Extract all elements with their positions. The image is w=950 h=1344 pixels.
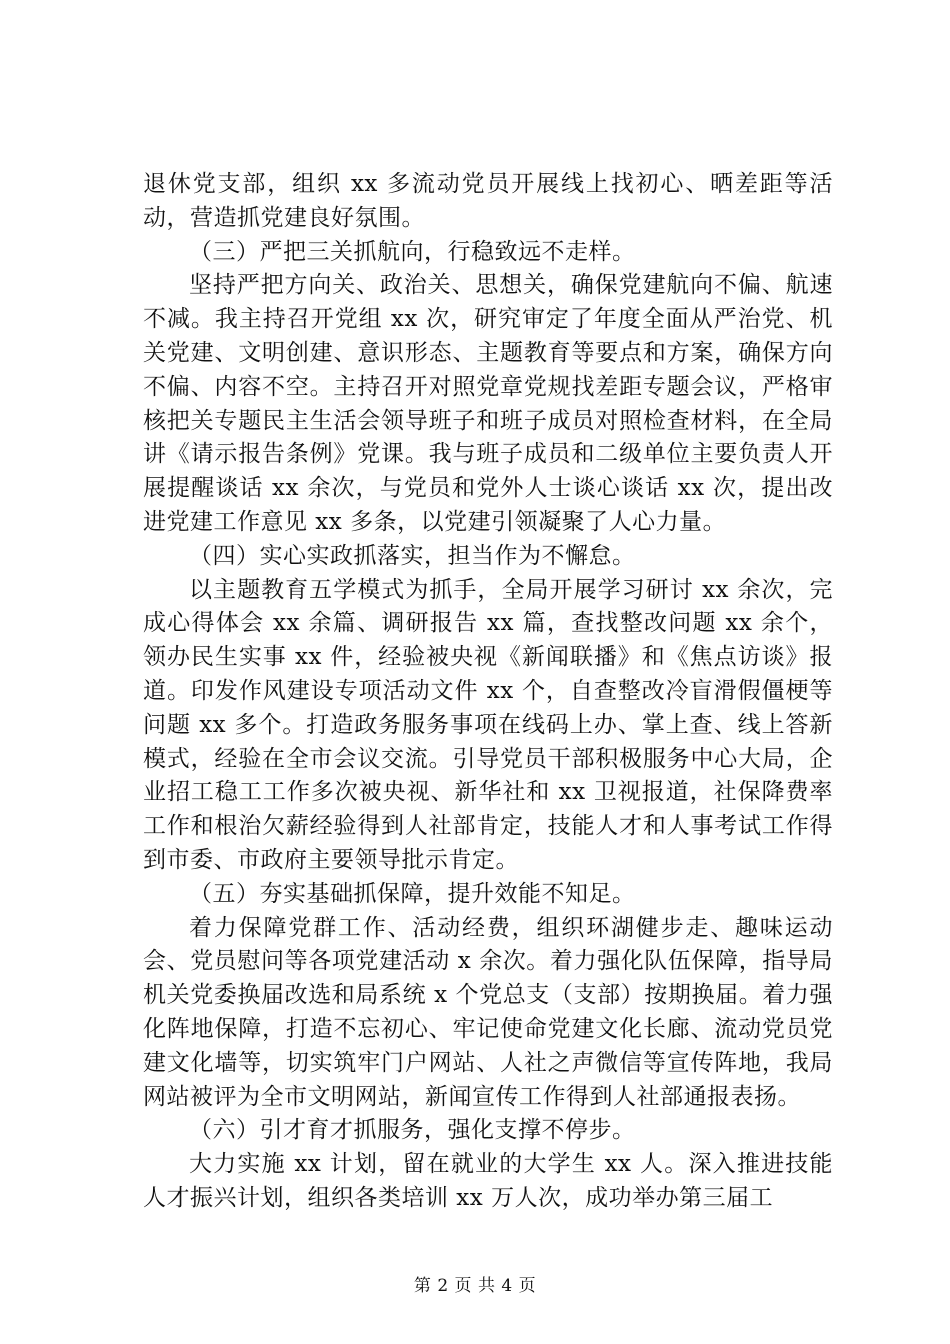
section-heading-3: （三）严把三关抓航向，行稳致远不走样。 bbox=[189, 238, 636, 265]
paragraph-continuation: 退休党支部，组织 xx 多流动党员开展线上找初心、晒差距等活动，营造抓党建良好氛围。 bbox=[143, 171, 833, 231]
paragraph-section-4: 以主题教育五学模式为抓手，全局开展学习研讨 xx 余次，完成心得体会 xx 余篇、调研报告 xx 篇，查找整改问题 xx 余个，领办民生实事 xx 件，经验被央视《新闻联播》和《焦点访谈》报道。印发作风建设专项活动文件 xx 个，自查整改冷盲滑假僵梗等问题 xx 多个。打造政务服务事项在线码上办、掌上查、线上答新模式，经验在全市会议交流。引导党员干部积极服务中心大局，企业招工稳工工作多次被央视、新华社和 xx 卫视报道，社保降费率工作和根治欠薪经验得到人社部肯定，技能人才和人事考试工作得到市委、市政府主要领导批示肯定。 bbox=[143, 576, 833, 873]
page-footer bbox=[0, 1275, 950, 1297]
section-heading-5: （五）夯实基础抓保障，提升效能不知足。 bbox=[189, 880, 636, 907]
paragraph-section-6: 大力实施 xx 计划，留在就业的大学生 xx 人。深入推进技能人才振兴计划，组织各类培训 xx 万人次，成功举办第三届工 bbox=[143, 1151, 833, 1211]
paragraph-section-3: 坚持严把方向关、政治关、思想关，确保党建航向不偏、航速不减。我主持召开党组 xx 次，研究审定了年度全面从严治党、机关党建、文明创建、意识形态、主题教育等要点和方案，确保方向不偏、内容不空。主持召开对照党章党规找差距专题会议，严格审核把关专题民主生活会领导班子和班子成员对照检查材料，在全局讲《请示报告条例》党课。我与班子成员和二级单位主要负责人开展提醒谈话 xx 余次，与党员和党外人士谈心谈话 xx 次，提出改进党建工作意见 xx 多条，以党建引领凝聚了人心力量。 bbox=[143, 272, 833, 535]
document-body bbox=[143, 168, 833, 1216]
page-number-indicator: 第 2 页 共 4 页 bbox=[413, 1276, 537, 1296]
section-heading-4: （四）实心实政抓落实，担当作为不懈怠。 bbox=[189, 542, 636, 569]
paragraph-section-5: 着力保障党群工作、活动经费，组织环湖健步走、趣味运动会、党员慰问等各项党建活动 x 余次。着力强化队伍保障，指导局机关党委换届改选和局系统 x 个党总支（支部）按期换届。着力强化阵地保障，打造不忘初心、牢记使命党建文化长廊、流动党员党建文化墙等，切实筑牢门户网站、人社之声微信等宣传阵地，我局网站被评为全市文明网站，新闻宣传工作得到人社部通报表扬。 bbox=[143, 914, 833, 1110]
section-heading-6: （六）引才育才抓服务，强化支撑不停步。 bbox=[189, 1117, 636, 1144]
